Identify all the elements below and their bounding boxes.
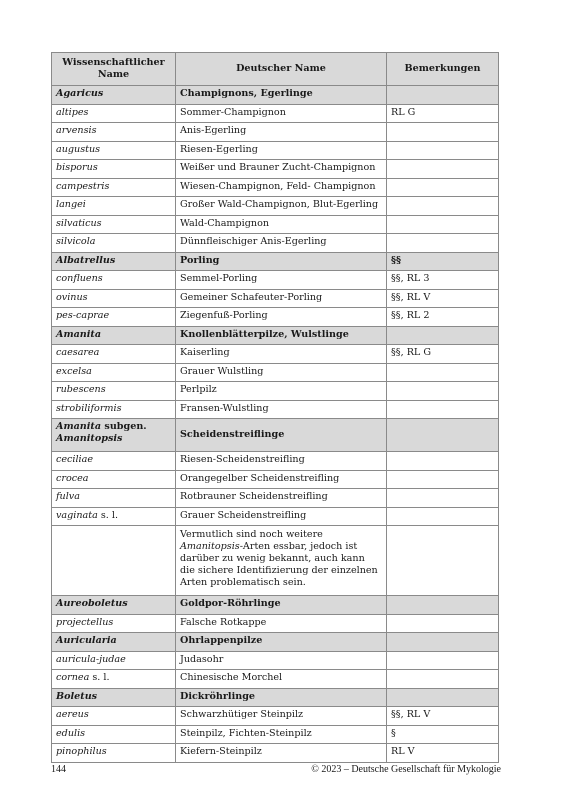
scientific-name-subgenus: Amanitopsis — [56, 433, 123, 444]
species-row — [52, 670, 499, 689]
german-name-cell: Chinesische Morchel — [176, 670, 387, 689]
genus-row — [52, 596, 499, 615]
scientific-name-cell — [52, 178, 176, 197]
remarks-cell — [387, 326, 499, 345]
species-row — [52, 123, 499, 142]
scientific-name-cell — [52, 86, 176, 105]
german-name-cell: Grauer Wulstling — [176, 363, 387, 382]
species-row — [52, 104, 499, 123]
species-row — [52, 271, 499, 290]
scientific-name-cell — [52, 744, 176, 763]
species-row — [52, 744, 499, 763]
scientific-name: altipes — [56, 106, 89, 118]
species-row — [52, 308, 499, 327]
german-name-cell: Semmel-Porling — [176, 271, 387, 290]
scientific-name-cell — [52, 400, 176, 419]
german-name-cell: Anis-Egerling — [176, 123, 387, 142]
german-name-cell: Dickröhrlinge — [176, 688, 387, 707]
german-name-cell: Steinpilz, Fichten-Steinpilz — [176, 725, 387, 744]
german-name-cell: Dünnfleischiger Anis-Egerling — [176, 234, 387, 253]
species-row — [52, 725, 499, 744]
species-row — [52, 363, 499, 382]
scientific-name-cell — [52, 633, 176, 652]
scientific-name: Boletus — [56, 690, 98, 702]
scientific-name-cell — [52, 271, 176, 290]
scientific-name: confluens — [56, 273, 103, 284]
header-remarks: Bemerkungen — [387, 53, 499, 86]
scientific-name-cell — [52, 507, 176, 526]
scientific-name: aereus — [56, 709, 89, 720]
scientific-name: auricula-judae — [56, 653, 126, 665]
species-row — [52, 234, 499, 253]
species-row — [52, 470, 499, 489]
remarks-cell: §§, RL V — [387, 707, 499, 726]
scientific-name: projectellus — [56, 616, 114, 628]
scientific-name: crocea — [56, 472, 89, 484]
remarks-cell — [387, 400, 499, 419]
scientific-name-cell — [52, 104, 176, 123]
scientific-name: vaginata — [56, 509, 98, 521]
german-name-cell: Kiefern-Steinpilz — [176, 744, 387, 763]
species-table — [51, 52, 499, 763]
table-body — [52, 86, 499, 763]
scientific-name: augustus — [56, 143, 101, 155]
german-name-cell: Orangegelber Scheidenstreifling — [176, 470, 387, 489]
remarks-cell — [387, 86, 499, 105]
remarks-cell — [387, 197, 499, 216]
species-row — [52, 400, 499, 419]
scientific-name-cell — [52, 289, 176, 308]
german-name-cell: Wald-Champignon — [176, 215, 387, 234]
genus-row — [52, 252, 499, 271]
german-name-cell: Kaiserling — [176, 345, 387, 364]
scientific-name-cell — [52, 614, 176, 633]
genus-row — [52, 419, 499, 452]
german-name-cell: Knollenblätterpilze, Wulstlinge — [176, 326, 387, 345]
species-row — [52, 160, 499, 179]
remarks-cell — [387, 614, 499, 633]
remarks-cell — [387, 651, 499, 670]
scientific-name-cell — [52, 252, 176, 271]
species-row — [52, 452, 499, 471]
german-name-cell: Sommer-Champignon — [176, 104, 387, 123]
scientific-name: campestris — [56, 180, 110, 192]
scientific-name: Amanita — [56, 328, 102, 340]
scientific-name: edulis — [56, 727, 86, 739]
remarks-cell: §§, RL 2 — [387, 308, 499, 327]
german-name-cell: Weißer und Brauner Zucht-Champignon — [176, 160, 387, 179]
scientific-name-cell — [52, 651, 176, 670]
scientific-name-cell — [52, 197, 176, 216]
scientific-name: pinophilus — [56, 746, 107, 757]
remarks-cell — [387, 688, 499, 707]
scientific-name: Amanita — [56, 421, 102, 432]
table-header-row — [52, 53, 499, 86]
scientific-name: ovinus — [56, 291, 88, 303]
species-row — [52, 614, 499, 633]
remarks-cell — [387, 178, 499, 197]
scientific-name-cell — [52, 326, 176, 345]
remarks-cell — [387, 141, 499, 160]
note-row — [52, 526, 499, 596]
species-row — [52, 382, 499, 401]
scientific-name-cell — [52, 670, 176, 689]
genus-row — [52, 326, 499, 345]
german-name-cell: Judasohr — [176, 651, 387, 670]
scientific-name-cell — [52, 123, 176, 142]
scientific-name: caesarea — [56, 347, 100, 358]
species-row — [52, 141, 499, 160]
page-number: 144 — [51, 764, 66, 775]
scientific-name: langei — [56, 199, 86, 210]
species-row — [52, 197, 499, 216]
species-row — [52, 489, 499, 508]
scientific-name-cell — [52, 308, 176, 327]
remarks-cell — [387, 596, 499, 615]
german-name-cell — [176, 526, 387, 596]
scientific-name-cell — [52, 596, 176, 615]
scientific-name-cell — [52, 526, 176, 596]
remarks-cell — [387, 123, 499, 142]
species-row — [52, 178, 499, 197]
scientific-name-cell — [52, 363, 176, 382]
header-scientific-name: Wissenschaftlicher Name — [52, 53, 176, 86]
german-name-cell: Rotbrauner Scheidenstreifling — [176, 489, 387, 508]
remarks-cell — [387, 633, 499, 652]
scientific-name-cell — [52, 725, 176, 744]
species-row — [52, 215, 499, 234]
remarks-cell — [387, 215, 499, 234]
scientific-name: silvicola — [56, 236, 96, 247]
scientific-name-cell — [52, 382, 176, 401]
scientific-name: rubescens — [56, 384, 106, 395]
german-name-cell: Porling — [176, 252, 387, 271]
scientific-name: fulva — [56, 491, 80, 502]
german-name-cell: Großer Wald-Champignon, Blut-Egerling — [176, 197, 387, 216]
scientific-name-suffix: subgen. — [101, 421, 147, 432]
genus-row — [52, 633, 499, 652]
remarks-cell: §§, RL V — [387, 289, 499, 308]
scientific-name-cell — [52, 160, 176, 179]
header-german-name: Deutscher Name — [176, 53, 387, 86]
genus-row — [52, 86, 499, 105]
genus-row — [52, 688, 499, 707]
remarks-cell: RL G — [387, 104, 499, 123]
scientific-name-cell — [52, 215, 176, 234]
scientific-name: Agaricus — [56, 88, 104, 99]
remarks-cell — [387, 160, 499, 179]
scientific-name-cell — [52, 141, 176, 160]
scientific-name-cell — [52, 470, 176, 489]
remarks-cell — [387, 382, 499, 401]
scientific-name-suffix: s. l. — [89, 672, 110, 683]
remarks-cell — [387, 670, 499, 689]
german-name-cell: Wiesen-Champignon, Feld- Champignon — [176, 178, 387, 197]
remarks-cell: § — [387, 725, 499, 744]
remarks-cell — [387, 470, 499, 489]
scientific-name-cell — [52, 688, 176, 707]
scientific-name-cell — [52, 489, 176, 508]
german-name-cell: Perlpilz — [176, 382, 387, 401]
german-name-cell: Riesen-Scheidenstreifling — [176, 452, 387, 471]
scientific-name: Auricularia — [56, 635, 117, 646]
species-row — [52, 289, 499, 308]
remarks-cell — [387, 452, 499, 471]
scientific-name: ceciliae — [56, 454, 94, 465]
remarks-cell — [387, 363, 499, 382]
species-row — [52, 507, 499, 526]
german-name-cell: Gemeiner Schafeuter-Porling — [176, 289, 387, 308]
scientific-name-cell — [52, 707, 176, 726]
scientific-name: excelsa — [56, 365, 92, 377]
german-name-cell: Schwarzhütiger Steinpilz — [176, 707, 387, 726]
scientific-name-cell — [52, 452, 176, 471]
remarks-cell: §§, RL G — [387, 345, 499, 364]
german-name-cell: Scheidenstreiflinge — [176, 419, 387, 452]
german-name-cell: Riesen-Egerling — [176, 141, 387, 160]
note-text: Amanitopsis — [180, 541, 240, 552]
scientific-name: silvaticus — [56, 217, 102, 229]
species-row — [52, 345, 499, 364]
note-text: -Arten essbar, jedoch ist darüber zu wenig bekannt, auch kann die sichere Identifizierung der einzelnen Arten problematisch sein. — [180, 541, 378, 588]
german-name-cell: Ziegenfuß-Porling — [176, 308, 387, 327]
scientific-name-cell — [52, 419, 176, 452]
scientific-name: cornea — [56, 672, 90, 683]
german-name-cell: Champignons, Egerlinge — [176, 86, 387, 105]
remarks-cell — [387, 419, 499, 452]
scientific-name: Aureoboletus — [56, 598, 128, 609]
scientific-name: Albatrellus — [56, 254, 116, 266]
german-name-cell: Grauer Scheidenstreifling — [176, 507, 387, 526]
scientific-name-cell — [52, 345, 176, 364]
german-name-cell: Ohrlappenpilze — [176, 633, 387, 652]
scientific-name-suffix: s. l. — [97, 509, 119, 521]
remarks-cell — [387, 507, 499, 526]
german-name-cell: Goldpor-Röhrlinge — [176, 596, 387, 615]
remarks-cell — [387, 489, 499, 508]
scientific-name: arvensis — [56, 125, 97, 136]
scientific-name-cell — [52, 234, 176, 253]
copyright-notice: © 2023 – Deutsche Gesellschaft für Mykologie — [311, 764, 501, 775]
remarks-cell — [387, 234, 499, 253]
remarks-cell: §§ — [387, 252, 499, 271]
scientific-name: bisporus — [56, 162, 98, 173]
species-row — [52, 651, 499, 670]
remarks-cell: RL V — [387, 744, 499, 763]
scientific-name: strobiliformis — [56, 402, 122, 414]
german-name-cell: Fransen-Wulstling — [176, 400, 387, 419]
german-name-cell: Falsche Rotkappe — [176, 614, 387, 633]
note-text: Vermutlich sind noch weitere — [180, 529, 323, 540]
remarks-cell — [387, 526, 499, 596]
species-row — [52, 707, 499, 726]
scientific-name: pes-caprae — [56, 310, 110, 321]
remarks-cell: §§, RL 3 — [387, 271, 499, 290]
